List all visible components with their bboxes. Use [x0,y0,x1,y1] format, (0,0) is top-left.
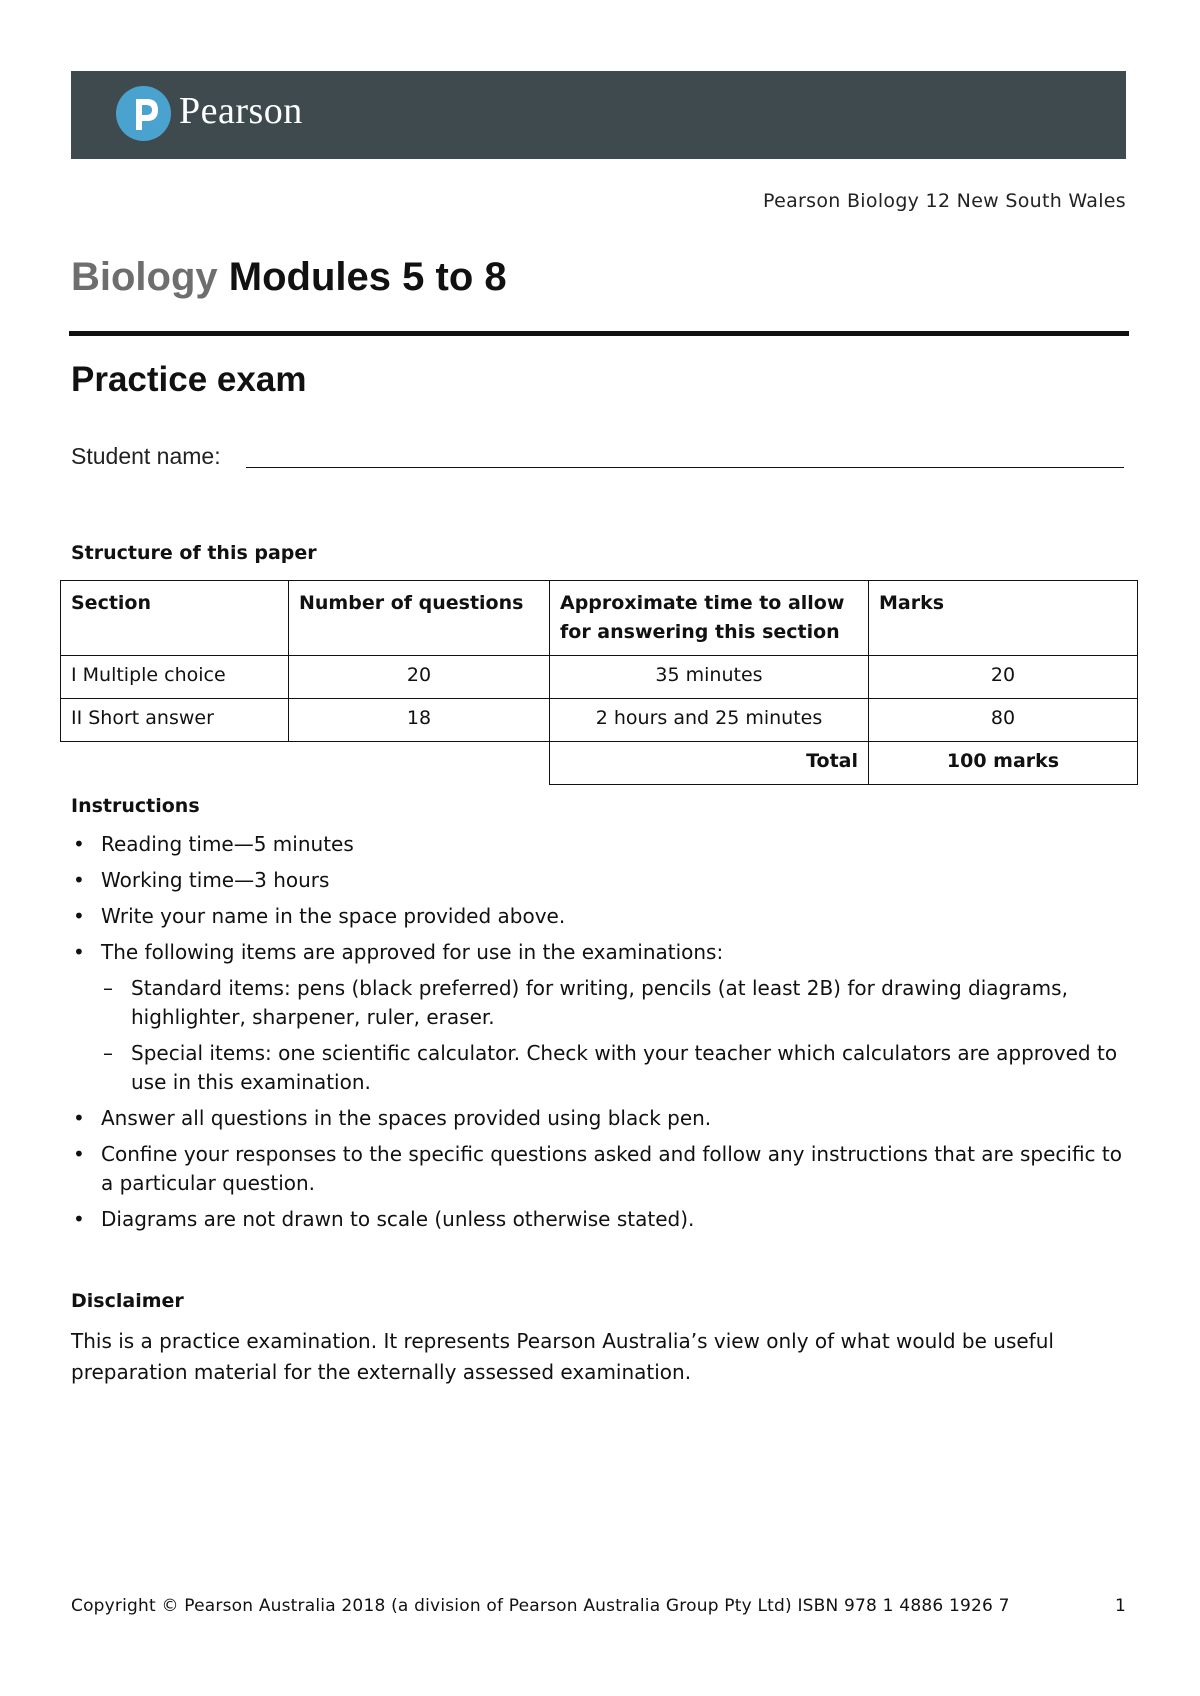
bullet-icon: • [73,832,85,856]
cell-questions: 20 [289,656,550,699]
list-item [71,938,1131,1097]
dash-icon: – [103,976,113,1000]
book-subtitle: Pearson Biology 12 New South Wales [763,190,1126,212]
cell-time: 35 minutes [550,656,869,699]
instructions-list [71,830,1131,1241]
header-questions: Number of questions [289,581,550,656]
header-time: Approximate time to allow for answering this section [550,581,869,656]
pearson-wordmark: Pearson [179,90,303,132]
dash-icon: – [103,1041,113,1065]
pearson-logo-icon [116,86,171,141]
page-number: 1 [1114,1596,1126,1616]
student-name-field[interactable] [246,467,1124,468]
cell-marks: 80 [869,699,1138,742]
instructions-heading: Instructions [71,795,200,817]
list-item-text: Working time—3 hours [101,868,330,892]
table-row [61,699,1138,742]
header-marks: Marks [869,581,1138,656]
list-item-text: Confine your responses to the specific questions asked and follow any instructions that are specific to a particular question. [101,1142,1122,1195]
bullet-icon: • [73,940,85,964]
structure-table [60,580,1138,785]
bullet-icon: • [73,1142,85,1166]
total-label: Total [550,742,869,785]
bullet-icon: • [73,1207,85,1231]
blank-cell [61,742,289,785]
table-row [61,656,1138,699]
cell-section: I Multiple choice [61,656,289,699]
list-item-text: The following items are approved for use in the examinations: [101,940,724,964]
page-footer [71,1596,1126,1616]
blank-cell [289,742,550,785]
cell-time: 2 hours and 25 minutes [550,699,869,742]
structure-heading: Structure of this paper [71,542,317,564]
cell-questions: 18 [289,699,550,742]
list-item [71,866,1131,895]
sub-list-item [101,1039,1131,1097]
disclaimer-text: This is a practice examination. It represents Pearson Australia’s view only of what would be useful preparation material for the externally assessed examination. [71,1329,1054,1384]
list-item-text: Reading time—5 minutes [101,832,354,856]
title-divider [69,331,1129,336]
bullet-icon: • [73,1106,85,1130]
list-item [71,1140,1131,1198]
sub-list-item-text: Standard items: pens (black preferred) for writing, pencils (at least 2B) for drawing diagrams, highlighter, sharpener, ruler, eraser. [131,976,1068,1029]
cell-section: II Short answer [61,699,289,742]
total-value: 100 marks [869,742,1138,785]
list-item-text: Diagrams are not drawn to scale (unless otherwise stated). [101,1207,695,1231]
copyright-text: Copyright © Pearson Australia 2018 (a division of Pearson Australia Group Pty Ltd) ISBN 978 1 4886 1926 7 [71,1596,1010,1616]
student-name-label: Student name: [71,443,221,469]
list-item [71,830,1131,859]
table-total-row [61,742,1138,785]
bullet-icon: • [73,868,85,892]
page-title [71,255,507,300]
sub-list-item-text: Special items: one scientific calculator. Check with your teacher which calculators are approved to use in this examination. [131,1041,1118,1094]
bullet-icon: • [73,904,85,928]
sub-list [101,974,1131,1097]
list-item-text: Write your name in the space provided above. [101,904,566,928]
sub-list-item [101,974,1131,1032]
header-banner [71,71,1126,159]
table-header-row [61,581,1138,656]
list-item [71,1104,1131,1133]
list-item [71,1205,1131,1234]
list-item-text: Answer all questions in the spaces provided using black pen. [101,1106,712,1130]
list-item [71,902,1131,931]
title-subject: Biology [71,255,218,299]
disclaimer-heading: Disclaimer [71,1290,184,1312]
practice-exam-heading: Practice exam [71,360,307,399]
cell-marks: 20 [869,656,1138,699]
header-section: Section [61,581,289,656]
title-modules: Modules 5 to 8 [228,255,507,299]
